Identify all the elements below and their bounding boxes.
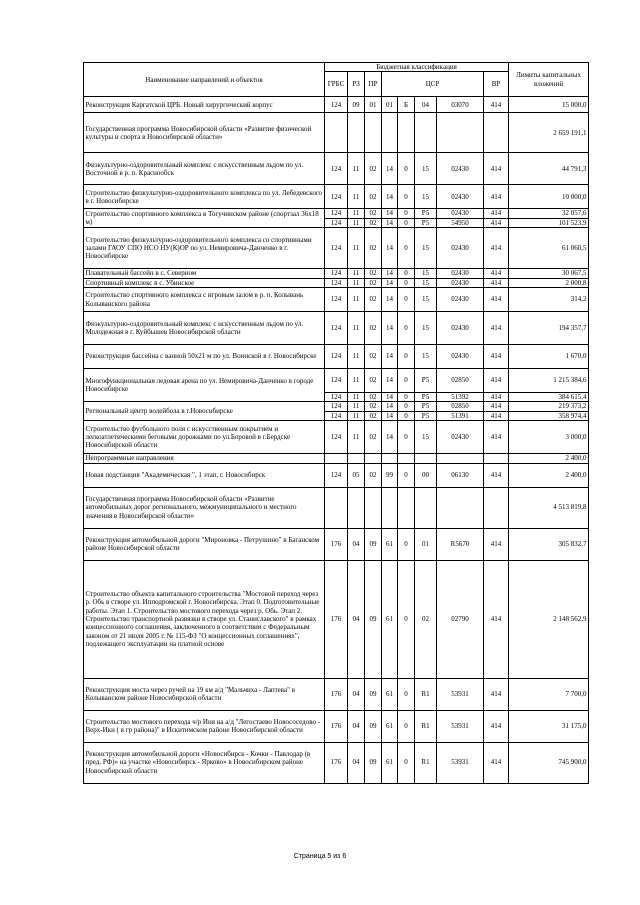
csr-event-cell: R1 — [415, 678, 437, 710]
csr-event-cell: P5 — [415, 218, 437, 227]
csr-code-cell: 53931 — [437, 742, 484, 783]
csr-code-cell: 02430 — [437, 228, 484, 269]
pr-cell — [365, 487, 382, 528]
rz-cell: 11 — [348, 185, 365, 209]
amount-cell: 31 175,0 — [509, 710, 589, 742]
budget-table — [83, 62, 589, 784]
amount-cell: 384 615,4 — [509, 393, 589, 402]
csr-sub-cell — [398, 113, 415, 153]
vr-cell: 414 — [484, 153, 509, 185]
rz-cell: 11 — [348, 369, 365, 393]
amount-cell: 15 000,0 — [509, 97, 589, 113]
table-row — [84, 153, 589, 185]
pr-cell: 02 — [365, 402, 382, 411]
table-row — [84, 463, 589, 487]
csr-program-cell: 14 — [382, 369, 398, 393]
csr-code-cell: 02430 — [437, 153, 484, 185]
csr-event-cell: P5 — [415, 411, 437, 420]
table-row — [84, 678, 589, 710]
grbs-cell: 124 — [325, 209, 348, 218]
rz-cell: 11 — [348, 278, 365, 287]
rz-cell: 11 — [348, 411, 365, 420]
csr-code-cell: 02790 — [437, 560, 484, 678]
csr-sub-cell: 0 — [398, 345, 415, 369]
vr-cell: 414 — [484, 421, 509, 454]
rz-cell: 11 — [348, 402, 365, 411]
grbs-cell: 176 — [325, 560, 348, 678]
amount-cell: 2 400,0 — [509, 463, 589, 487]
rz-cell: 11 — [348, 393, 365, 402]
rz-cell — [348, 487, 365, 528]
csr-sub-cell: 0 — [398, 463, 415, 487]
object-name-cell: Новая подстанция "Академическая ", 1 этап, г. Новосибирск — [84, 463, 325, 487]
csr-code-cell: 02850 — [437, 402, 484, 411]
csr-sub-cell: 0 — [398, 218, 415, 227]
rz-cell — [348, 454, 365, 463]
csr-sub-cell: 0 — [398, 393, 415, 402]
grbs-cell: 124 — [325, 269, 348, 278]
pr-cell — [365, 113, 382, 153]
csr-program-cell: 14 — [382, 278, 398, 287]
amount-cell: 1 670,0 — [509, 345, 589, 369]
table-row — [84, 560, 589, 678]
rz-cell — [348, 113, 365, 153]
table-row — [84, 312, 589, 345]
rz-cell: 04 — [348, 710, 365, 742]
amount-cell: 358 974,4 — [509, 411, 589, 420]
pr-cell: 09 — [365, 742, 382, 783]
amount-cell: 7 700,0 — [509, 678, 589, 710]
csr-event-cell: 15 — [415, 312, 437, 345]
grbs-cell: 124 — [325, 153, 348, 185]
csr-program-cell: 61 — [382, 528, 398, 560]
amount-cell: 10 000,0 — [509, 185, 589, 209]
rz-cell: 04 — [348, 560, 365, 678]
grbs-cell: 124 — [325, 463, 348, 487]
csr-program-cell: 14 — [382, 185, 398, 209]
amount-cell: 101 523,9 — [509, 218, 589, 227]
grbs-cell: 124 — [325, 345, 348, 369]
object-name-cell: Физкультурно-оздоровительный комплекс с искусственным льдом по ул. Молодежная в г. Куйбышев Новосибирской области — [84, 312, 325, 345]
grbs-cell: 176 — [325, 710, 348, 742]
vr-cell: 414 — [484, 560, 509, 678]
vr-cell: 414 — [484, 411, 509, 420]
csr-event-cell: 15 — [415, 185, 437, 209]
header-csr: ЦСР — [382, 72, 484, 97]
csr-code-cell: 02430 — [437, 345, 484, 369]
pr-cell: 09 — [365, 678, 382, 710]
pr-cell: 02 — [365, 411, 382, 420]
csr-sub-cell: 0 — [398, 288, 415, 312]
pr-cell: 02 — [365, 185, 382, 209]
csr-program-cell — [382, 113, 398, 153]
rz-cell: 11 — [348, 218, 365, 227]
csr-code-cell: 53931 — [437, 678, 484, 710]
amount-cell: 44 791,3 — [509, 153, 589, 185]
csr-code-cell: 02430 — [437, 312, 484, 345]
rz-cell: 04 — [348, 528, 365, 560]
table-row — [84, 454, 589, 463]
csr-event-cell: 15 — [415, 288, 437, 312]
header-limits: Лимиты капитальных вложений — [509, 63, 589, 97]
table-row — [84, 185, 589, 209]
pr-cell: 02 — [365, 463, 382, 487]
csr-event-cell: R1 — [415, 742, 437, 783]
csr-event-cell: 04 — [415, 97, 437, 113]
table-row — [84, 228, 589, 269]
csr-code-cell: 02430 — [437, 421, 484, 454]
csr-event-cell — [415, 454, 437, 463]
vr-cell: 414 — [484, 369, 509, 393]
csr-sub-cell: 0 — [398, 269, 415, 278]
object-name-cell: Физкультурно-оздоровительный комплекс с искусственным льдом по ул. Восточной в р. п. Краснообск — [84, 153, 325, 185]
csr-code-cell: 54950 — [437, 218, 484, 227]
csr-event-cell: 15 — [415, 278, 437, 287]
grbs-cell: 176 — [325, 742, 348, 783]
amount-cell: 305 832,7 — [509, 528, 589, 560]
header-pr: ПР — [365, 72, 382, 97]
vr-cell: 414 — [484, 742, 509, 783]
csr-sub-cell: 0 — [398, 153, 415, 185]
table-row — [84, 402, 589, 411]
csr-code-cell: 02430 — [437, 185, 484, 209]
csr-code-cell: 02430 — [437, 269, 484, 278]
grbs-cell: 176 — [325, 678, 348, 710]
pr-cell: 09 — [365, 528, 382, 560]
object-name-cell: Непрограммные направления — [84, 454, 325, 463]
header-grbs: ГРБС — [325, 72, 348, 97]
pr-cell: 02 — [365, 312, 382, 345]
pr-cell: 09 — [365, 560, 382, 678]
vr-cell: 414 — [484, 402, 509, 411]
pr-cell: 02 — [365, 393, 382, 402]
csr-code-cell: 53931 — [437, 710, 484, 742]
amount-cell: 194 357,7 — [509, 312, 589, 345]
csr-program-cell: 01 — [382, 97, 398, 113]
csr-program-cell: 14 — [382, 228, 398, 269]
csr-code-cell: 02430 — [437, 209, 484, 218]
csr-sub-cell: 0 — [398, 421, 415, 454]
grbs-cell: 124 — [325, 288, 348, 312]
csr-program-cell: 61 — [382, 560, 398, 678]
grbs-cell: 124 — [325, 369, 348, 393]
csr-program-cell: 14 — [382, 153, 398, 185]
table-row — [84, 209, 589, 218]
object-name-cell: Строительство спортивного комплекса в Тогучинском районе (спортзал 36х18 м) — [84, 209, 325, 228]
csr-event-cell: P5 — [415, 209, 437, 218]
amount-cell: 2 148 562,9 — [509, 560, 589, 678]
csr-sub-cell — [398, 454, 415, 463]
amount-cell: 61 060,5 — [509, 228, 589, 269]
vr-cell: 414 — [484, 312, 509, 345]
amount-cell: 2 400,0 — [509, 454, 589, 463]
vr-cell: 414 — [484, 528, 509, 560]
csr-program-cell: 61 — [382, 678, 398, 710]
csr-program-cell: 14 — [382, 218, 398, 227]
table-row — [84, 421, 589, 454]
rz-cell: 05 — [348, 463, 365, 487]
amount-cell: 1 215 384,6 — [509, 369, 589, 393]
rz-cell: 04 — [348, 742, 365, 783]
csr-sub-cell: 0 — [398, 710, 415, 742]
table-row — [84, 97, 589, 113]
header-budget-classification: Бюджетная классификация — [325, 63, 509, 72]
csr-sub-cell: 0 — [398, 528, 415, 560]
csr-sub-cell: 0 — [398, 678, 415, 710]
table-row — [84, 278, 589, 287]
amount-cell: 219 373,2 — [509, 402, 589, 411]
csr-code-cell: 02430 — [437, 288, 484, 312]
amount-cell: 314,2 — [509, 288, 589, 312]
pr-cell — [365, 454, 382, 463]
vr-cell: 414 — [484, 710, 509, 742]
grbs-cell: 176 — [325, 528, 348, 560]
table-body — [84, 97, 589, 783]
object-name-cell: Реконструкция бассейна с ванной 50х21 м по ул. Воинской в г. Новосибирске — [84, 345, 325, 369]
grbs-cell — [325, 487, 348, 528]
object-name-cell: Спортивный комплекс в с. Убинское — [84, 278, 325, 287]
grbs-cell: 124 — [325, 218, 348, 227]
csr-event-cell — [415, 487, 437, 528]
object-name-cell: Государственная программа Новосибирской области «Развитие физической культуры и спорта в Новосибирской области» — [84, 113, 325, 153]
csr-sub-cell: 0 — [398, 228, 415, 269]
amount-cell: 4 513 819,8 — [509, 487, 589, 528]
amount-cell: 30 067,5 — [509, 269, 589, 278]
amount-cell: 745 900,0 — [509, 742, 589, 783]
vr-cell: 414 — [484, 269, 509, 278]
vr-cell: 414 — [484, 228, 509, 269]
pr-cell: 02 — [365, 209, 382, 218]
grbs-cell: 124 — [325, 185, 348, 209]
vr-cell: 414 — [484, 278, 509, 287]
pr-cell: 02 — [365, 153, 382, 185]
csr-program-cell: 14 — [382, 345, 398, 369]
vr-cell: 414 — [484, 345, 509, 369]
csr-code-cell — [437, 113, 484, 153]
csr-program-cell: 99 — [382, 463, 398, 487]
csr-code-cell: 51392 — [437, 393, 484, 402]
vr-cell: 414 — [484, 393, 509, 402]
grbs-cell: 124 — [325, 393, 348, 402]
header-rz: РЗ — [348, 72, 365, 97]
grbs-cell: 124 — [325, 411, 348, 420]
pr-cell: 02 — [365, 369, 382, 393]
csr-event-cell: 15 — [415, 269, 437, 278]
csr-program-cell: 14 — [382, 288, 398, 312]
csr-event-cell: 00 — [415, 463, 437, 487]
table-row — [84, 113, 589, 153]
csr-code-cell: 03070 — [437, 97, 484, 113]
csr-event-cell: R1 — [415, 710, 437, 742]
csr-program-cell: 61 — [382, 710, 398, 742]
object-name-cell: Строительство физкультурно-оздоровительного комплекса со спортивными залами ГАОУ СПО НСО НУ(К)ОР по ул. Немировича-Данченко в г. Новосибирске — [84, 228, 325, 269]
csr-sub-cell: 0 — [398, 402, 415, 411]
vr-cell: 414 — [484, 678, 509, 710]
vr-cell — [484, 487, 509, 528]
csr-sub-cell: 0 — [398, 560, 415, 678]
grbs-cell: 124 — [325, 228, 348, 269]
csr-program-cell: 14 — [382, 312, 398, 345]
csr-sub-cell: 0 — [398, 278, 415, 287]
table-row — [84, 487, 589, 528]
csr-event-cell: 15 — [415, 345, 437, 369]
vr-cell: 414 — [484, 218, 509, 227]
csr-code-cell — [437, 454, 484, 463]
csr-program-cell: 14 — [382, 402, 398, 411]
pr-cell: 02 — [365, 269, 382, 278]
csr-program-cell — [382, 487, 398, 528]
csr-program-cell: 61 — [382, 742, 398, 783]
csr-sub-cell: 0 — [398, 209, 415, 218]
rz-cell: 04 — [348, 678, 365, 710]
amount-cell: 32 057,6 — [509, 209, 589, 218]
vr-cell — [484, 454, 509, 463]
pr-cell: 02 — [365, 228, 382, 269]
table-row — [84, 369, 589, 393]
rz-cell: 09 — [348, 97, 365, 113]
header-vr: ВР — [484, 72, 509, 97]
pr-cell: 02 — [365, 218, 382, 227]
object-name-cell: Плавательный бассейн в с. Северном — [84, 269, 325, 278]
csr-sub-cell: 0 — [398, 411, 415, 420]
object-name-cell: Реконструкция Каргатской ЦРБ. Новый хирургический корпус — [84, 97, 325, 113]
object-name-cell: Реконструкция автомобильной дороги «Новосибирск - Кочки - Павлодар (в пред. РФ)» на участке «Новосибирск - Ярково» в Новосибирском районе Новосибирской области — [84, 742, 325, 783]
grbs-cell — [325, 113, 348, 153]
csr-code-cell: 51391 — [437, 411, 484, 420]
object-name-cell: Государственная программа Новосибирской области «Развитие автомобильных дорог регионального, межмуниципального и местного значения в Новосибирской области» — [84, 487, 325, 528]
vr-cell: 414 — [484, 209, 509, 218]
csr-sub-cell — [398, 487, 415, 528]
pr-cell: 09 — [365, 710, 382, 742]
csr-program-cell: 14 — [382, 393, 398, 402]
vr-cell: 414 — [484, 463, 509, 487]
rz-cell: 11 — [348, 269, 365, 278]
csr-program-cell — [382, 454, 398, 463]
grbs-cell: 124 — [325, 312, 348, 345]
header-name: Наименование направлений и объектов — [84, 63, 325, 97]
csr-event-cell: 01 — [415, 528, 437, 560]
grbs-cell: 124 — [325, 278, 348, 287]
table-row — [84, 528, 589, 560]
csr-event-cell: P5 — [415, 402, 437, 411]
rz-cell: 11 — [348, 153, 365, 185]
csr-event-cell: 02 — [415, 560, 437, 678]
csr-sub-cell: 0 — [398, 185, 415, 209]
csr-program-cell: 14 — [382, 411, 398, 420]
object-name-cell: Строительство физкультурно-оздоровительного комплекса по ул. Лебедевского в г. Новосибирске — [84, 185, 325, 209]
table-row — [84, 269, 589, 278]
pr-cell: 02 — [365, 288, 382, 312]
rz-cell: 11 — [348, 209, 365, 218]
grbs-cell: 124 — [325, 402, 348, 411]
rz-cell: 11 — [348, 228, 365, 269]
csr-event-cell: 15 — [415, 153, 437, 185]
amount-cell: 2 000,8 — [509, 278, 589, 287]
object-name-cell: Строительство спортивного комплекса с игровым залом в р. п. Колывань Колыванского района — [84, 288, 325, 312]
csr-sub-cell: 0 — [398, 742, 415, 783]
csr-code-cell: 02430 — [437, 278, 484, 287]
csr-code-cell: 02850 — [437, 369, 484, 393]
object-name-cell: Строительство мостового перехода ч/р Иня на а/д "Легостаево Новососедово - Верх-Ики ( в гр района)" в Искитимском районе Новосибирской области — [84, 710, 325, 742]
table-row — [84, 288, 589, 312]
pr-cell: 02 — [365, 421, 382, 454]
vr-cell: 414 — [484, 97, 509, 113]
vr-cell — [484, 113, 509, 153]
vr-cell: 414 — [484, 185, 509, 209]
object-name-cell: Реконструкция автомобильной дороги "Мироновка - Петрушино" в Баганском районе Новосибирской области — [84, 528, 325, 560]
rz-cell: 11 — [348, 288, 365, 312]
grbs-cell — [325, 454, 348, 463]
object-name-cell: Многофункциональная ледовая арена по ул. Немировича-Данченко в городе Новосибирске — [84, 369, 325, 402]
csr-sub-cell: 0 — [398, 312, 415, 345]
pr-cell: 02 — [365, 345, 382, 369]
grbs-cell: 124 — [325, 421, 348, 454]
object-name-cell: Региональный центр волейбола в г.Новосибирске — [84, 402, 325, 421]
rz-cell: 11 — [348, 421, 365, 454]
csr-event-cell — [415, 113, 437, 153]
csr-code-cell — [437, 487, 484, 528]
amount-cell: 2 659 191,1 — [509, 113, 589, 153]
pr-cell: 02 — [365, 278, 382, 287]
pr-cell: 01 — [365, 97, 382, 113]
csr-event-cell: P5 — [415, 369, 437, 393]
table-row — [84, 345, 589, 369]
csr-event-cell: 15 — [415, 228, 437, 269]
csr-program-cell: 14 — [382, 269, 398, 278]
csr-event-cell: 15 — [415, 421, 437, 454]
object-name-cell: Строительство футбольного поля с искусственным покрытием и легкоатлетическими беговыми дорожками по ул.Боровой в г.Бердске Новосибирской области — [84, 421, 325, 454]
amount-cell: 3 000,0 — [509, 421, 589, 454]
table-row — [84, 742, 589, 783]
object-name-cell: Реконструкция моста через ручей на 19 км а/д "Мальчиха - Лаптева" в Колыванском районе Новосибирской области — [84, 678, 325, 710]
csr-sub-cell: 0 — [398, 369, 415, 393]
grbs-cell: 124 — [325, 97, 348, 113]
csr-program-cell: 14 — [382, 421, 398, 454]
csr-code-cell: 06130 — [437, 463, 484, 487]
csr-sub-cell: Б — [398, 97, 415, 113]
rz-cell: 11 — [348, 312, 365, 345]
csr-event-cell: P5 — [415, 393, 437, 402]
vr-cell: 414 — [484, 288, 509, 312]
page-number: Страница 5 из 6 — [293, 853, 347, 860]
object-name-cell: Строительство объекта капитального строительства "Мостовой переход через р. Обь в створе ул. Ипподромской г. Новосибирска. Этап 0. Подготовительные работы. Этап 1. Строительство мостового перехода через р. Обь. Этап 2. Строительство транспортной развязки в створе ул. Станиславского" в рамках концессионного соглашения, заключенного в соответствии с Федеральным законом от 21 июля 2005 г. № 115-ФЗ "О концессионных соглашениях", подлежащего эксплуатации на платной основе — [84, 560, 325, 678]
table-row — [84, 710, 589, 742]
csr-code-cell: R5670 — [437, 528, 484, 560]
csr-program-cell: 14 — [382, 209, 398, 218]
rz-cell: 11 — [348, 345, 365, 369]
